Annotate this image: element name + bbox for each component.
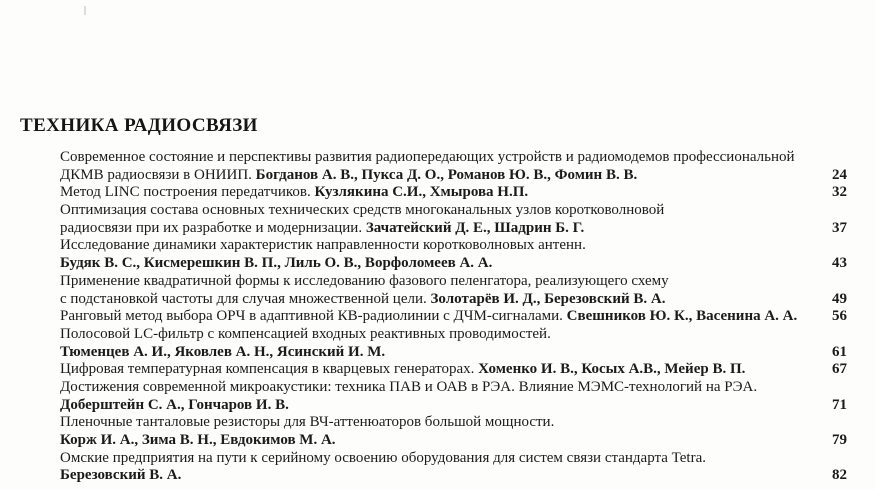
toc-line xyxy=(60,273,847,291)
entry-authors: Кузлякина С.И., Хмырова Н.П. xyxy=(314,184,529,201)
toc-line xyxy=(60,414,847,432)
entry-text: с подстановкой частоты для случая множественной цели. xyxy=(60,290,431,307)
toc-entry xyxy=(60,202,847,237)
page-number: 32 xyxy=(832,184,847,201)
page-number: 43 xyxy=(832,255,847,272)
page-number: 56 xyxy=(832,308,847,325)
toc-entry xyxy=(60,450,847,485)
entry-text: Современное состояние и перспективы развития радиопередающих устройств и радиомодемов профессиональной xyxy=(60,149,795,165)
entry-authors: Золотарёв И. Д., Березовский В. А. xyxy=(430,290,666,307)
page-number: 71 xyxy=(832,396,847,413)
toc-line xyxy=(60,184,847,202)
entry-text: ДКМВ радиосвязи в ОНИИП. xyxy=(60,166,256,183)
toc-line xyxy=(60,202,847,220)
toc-line xyxy=(60,237,847,255)
scan-artifact xyxy=(84,6,86,15)
entry-text: Ранговый метод выбора ОРЧ в адаптивной КВ-радиолинии с ДЧМ-сигналами. xyxy=(60,308,567,325)
page-number: 67 xyxy=(832,361,847,378)
entry-authors: Доберштейн С. А., Гончаров И. В. xyxy=(60,396,289,413)
toc-line xyxy=(60,220,847,238)
page-number: 61 xyxy=(832,343,847,360)
page-number: 79 xyxy=(832,432,847,448)
entry-authors: Свешников Ю. К., Васенина А. А. xyxy=(566,308,798,325)
toc-entry xyxy=(60,149,847,184)
entry-authors: Хоменко И. В., Косых А.В., Мейер В. П. xyxy=(478,361,746,378)
toc-line xyxy=(60,397,847,415)
toc-line xyxy=(60,361,847,379)
page-number: 37 xyxy=(832,219,847,236)
entry-text: Цифровая температурная компенсация в кварцевых генераторах. xyxy=(60,361,479,378)
section-title: ТЕХНИКА РАДИОСВЯЗИ xyxy=(20,115,258,136)
entry-authors: Богданов А. В., Пукса Д. О., Романов Ю. В., Фомин В. В. xyxy=(255,166,638,183)
toc-line xyxy=(60,255,847,273)
toc-line xyxy=(60,467,847,485)
toc-line xyxy=(60,149,847,167)
page-number: 49 xyxy=(832,290,847,307)
toc-entry xyxy=(60,361,847,379)
toc-line xyxy=(60,344,847,362)
toc-entry xyxy=(60,326,847,361)
entry-text: Омские предприятия на пути к серийному освоению оборудования для систем связи стандарта Tetra. xyxy=(60,449,706,466)
toc-list xyxy=(60,149,847,485)
toc-entry xyxy=(60,273,847,308)
entry-text: Исследование динамики характеристик направленности коротковолновых антенн. xyxy=(60,237,586,254)
entry-text: Оптимизация состава основных технических средств многоканальных узлов коротковолновой xyxy=(60,202,665,219)
entry-authors: Березовский В. А. xyxy=(60,467,182,484)
toc-entry xyxy=(60,414,847,449)
entry-authors: Корж И. А., Зима В. Н., Евдокимов М. А. xyxy=(60,432,336,448)
entry-text: Полосовой LC-фильтр с компенсацией входных реактивных проводимостей. xyxy=(60,325,551,342)
toc-entry xyxy=(60,379,847,414)
entry-text: Достижения современной микроакустики: техника ПАВ и ОАВ в РЭА. Влияние МЭМС-технологий на РЭА. xyxy=(60,378,758,395)
toc-line xyxy=(60,291,847,309)
entry-text: радиосвязи при их разработке и модернизации. xyxy=(60,219,366,236)
entry-text: Пленочные танталовые резисторы для ВЧ-аттенюаторов большой мощности. xyxy=(60,414,555,431)
entry-authors: Будяк В. С., Кисмерешкин В. П., Лиль О. В., Ворфоломеев А. А. xyxy=(60,255,493,272)
toc-line xyxy=(60,450,847,468)
toc-entry xyxy=(60,237,847,272)
toc-line xyxy=(60,379,847,397)
toc-entry xyxy=(60,184,847,202)
toc-line xyxy=(60,167,847,185)
toc-line xyxy=(60,326,847,344)
entry-text: Метод LINC построения передатчиков. xyxy=(60,184,315,201)
entry-authors: Тюменцев А. И., Яковлев А. Н., Ясинский И. М. xyxy=(60,343,386,360)
entry-authors: Зачатейский Д. Е., Шадрин Б. Г. xyxy=(365,219,585,236)
toc-line xyxy=(60,308,847,326)
toc-entry xyxy=(60,308,847,326)
page-number: 82 xyxy=(832,467,847,484)
entry-text: Применение квадратичной формы к исследованию фазового пеленгатора, реализующего схему xyxy=(60,272,669,289)
page-number: 24 xyxy=(832,166,847,183)
toc-line xyxy=(60,432,847,450)
